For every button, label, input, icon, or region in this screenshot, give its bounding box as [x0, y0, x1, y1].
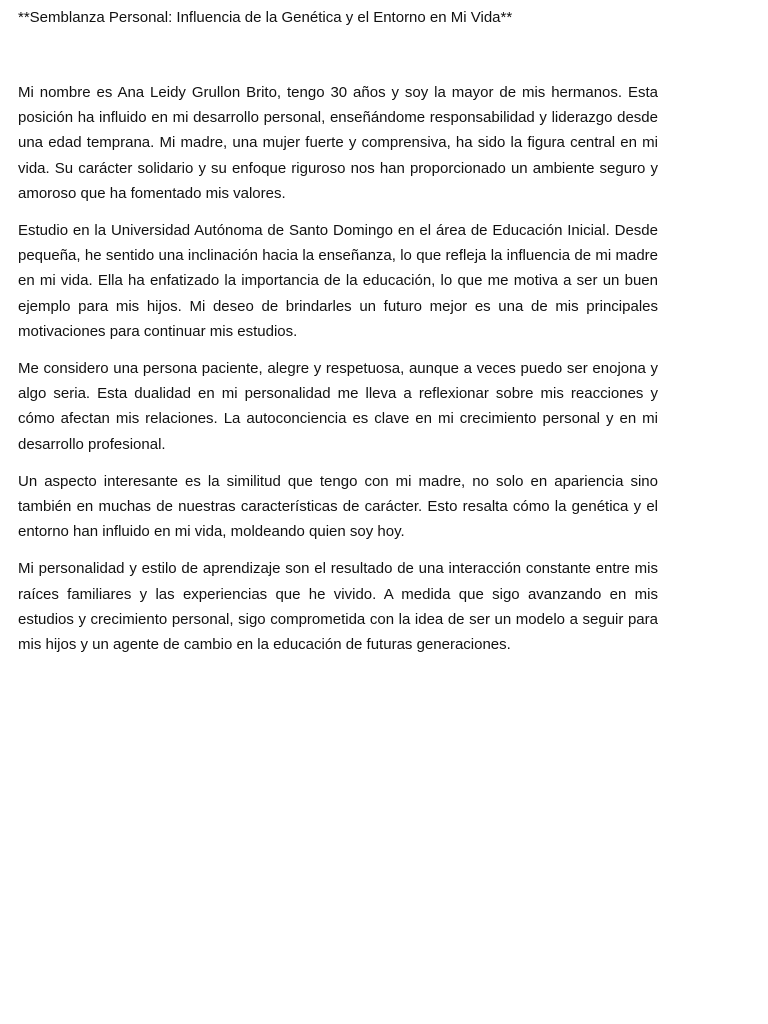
document-page: [18, 0, 658, 669]
paragraph-4: Un aspecto interesante es la similitud que tengo con mi madre, no solo en apariencia sino también en muchas de nuestras características de carácter. Esto resalta cómo la genética y el entorno han influido en mi vida, moldeando quien soy hoy.: [18, 472, 658, 541]
document-title: **Semblanza Personal: Influencia de la Genética y el Entorno en Mi Vida**: [18, 9, 513, 26]
document-body: [18, 80, 658, 657]
paragraph-2: Estudio en la Universidad Autónoma de Santo Domingo en el área de Educación Inicial. Desde pequeña, he sentido una inclinación hacia la enseñanza, lo que refleja la influencia de mi madre en mi vida. Ella ha enfatizado la importancia de la educación, lo que me motiva a ser un buen ejemplo para mis hijos. Mi deseo de brindarles un futuro mejor es una de mis principales motivaciones para continuar mis estudios.: [18, 222, 658, 340]
paragraph-1: Mi nombre es Ana Leidy Grullon Brito, tengo 30 años y soy la mayor de mis hermanos. Esta posición ha influido en mi desarrollo personal, enseñándome responsabilidad y liderazgo desde una edad temprana. Mi madre, una mujer fuerte y comprensiva, ha sido la figura central en mi vida. Su carácter solidario y su enfoque riguroso nos han proporcionado un ambiente seguro y amoroso que ha fomentado mis valores.: [18, 84, 658, 202]
paragraph-5: Mi personalidad y estilo de aprendizaje son el resultado de una interacción constante entre mis raíces familiares y las experiencias que he vivido. A medida que sigo avanzando en mis estudios y crecimiento personal, sigo comprometida con la idea de ser un modelo a seguir para mis hijos y un agente de cambio en la educación de futuras generaciones.: [18, 560, 658, 654]
paragraph-3: Me considero una persona paciente, alegre y respetuosa, aunque a veces puedo ser enojona y algo seria. Esta dualidad en mi personalidad me lleva a reflexionar sobre mis reacciones y cómo afectan mis relaciones. La autoconciencia es clave en mi crecimiento personal y en mi desarrollo profesional.: [18, 360, 658, 453]
